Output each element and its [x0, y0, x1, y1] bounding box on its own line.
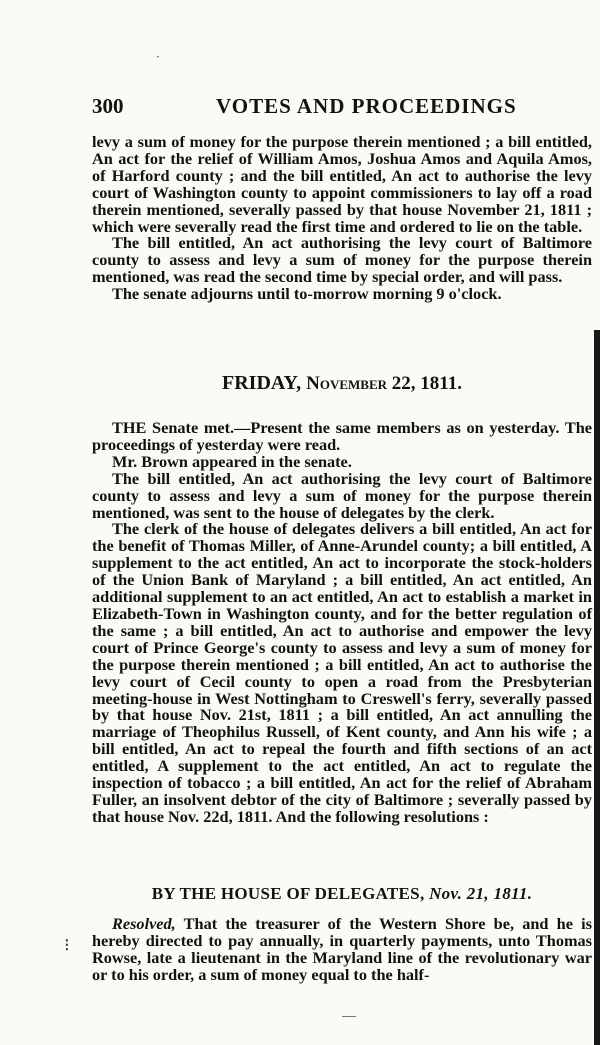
bill-sent-paragraph: The bill entitled, An act authorising the levy court of Baltimore county to assess and levy a sum of money for the purpose therein mentioned, was sent to the house of delegates by the clerk.: [92, 468, 592, 522]
resolution-paragraph: [92, 916, 592, 984]
friday-proceedings: [92, 420, 592, 826]
footer-rule: [342, 1016, 356, 1017]
friday-day: FRIDAY,: [222, 372, 302, 394]
delegates-date: Nov. 21, 1811.: [429, 884, 533, 903]
adjournment-paragraph: The senate adjourns until to-morrow morning 9 o'clock.: [112, 284, 502, 304]
page-edge-shadow: [594, 330, 600, 1045]
page-number: 300: [92, 94, 124, 118]
brown-paragraph: Mr. Brown appeared in the senate.: [112, 451, 352, 471]
friday-heading: [92, 372, 592, 395]
clerk-delivers-paragraph: The clerk of the house of delegates delivers a bill entitled, An act for the benefit of Thomas Miller, of Anne-Arundel county; a bill entitled, A supplement to the act entitled, An act to incorporate the stock-holders of the Union Bank of Maryland ; a bill entitled, An act entitled, An additional supplement to an act entitled, An act to establish a market in Elizabeth-Town in Washington county, and for the better regulation of the same ; a bill entitled, An act to authorise and empower the levy court of Prince George's county to assess and levy a sum of money for the purpose therein mentioned ; a bill entitled, An act to authorise the levy court of Cecil county to open a road from the Presbyterian meeting-house in West Nottingham to Creswell's ferry, severally passed by that house Nov. 21st, 1811 ; a bill entitled, An act annulling the marriage of Theophilus Russell, of Kent county, and Ann his wife ; a bill entitled, An act to repeal the fourth and fifth sections of an act entitled, A supplement to the act entitled, An act to regulate the inspection of tobacco ; a bill entitled, An act for the relief of Abraham Fuller, an insolvent debtor of the city of Baltimore ; severally passed by that house Nov. 22d, 1811. And the following resolutions :: [92, 519, 592, 826]
continuation-text: [92, 134, 592, 303]
delegates-heading: [92, 884, 592, 904]
friday-date: November 22, 1811.: [306, 373, 462, 394]
senate-met-paragraph: THE Senate met.—Present the same members as on yesterday. The proceedings of yesterday were read.: [92, 418, 592, 454]
continuation-paragraph: levy a sum of money for the purpose therein mentioned ; a bill entitled, An act for the relief of William Amos, Joshua Amos and Aquila Amos, of Harford county ; and the bill entitled, An act to authorise the levy court of Washington county to appoint commissioners to lay off a road therein mentioned, severally passed by that house November 21, 1811 ; which were severally read the first time and ordered to lie on the table.: [92, 132, 592, 236]
resolution-text: [92, 916, 592, 984]
baltimore-bill-paragraph: The bill entitled, An act authorising the levy court of Baltimore county to assess and levy a sum of money for the purpose therein mentioned, was read the second time by special order, and will pass.: [92, 233, 592, 287]
running-head: VOTES AND PROCEEDINGS: [216, 94, 517, 118]
resolution-body: That the treasurer of the Western Shore be, and he is hereby directed to pay annually, in quarterly payments, unto Thomas Rowse, late a lieutenant in the Maryland line of the revolutionary war or to his order, a sum of money equal to the half-: [92, 914, 592, 984]
margin-bracket-mark: ⁝: [64, 935, 70, 956]
delegates-heading-text: BY THE HOUSE OF DELEGATES,: [151, 884, 425, 903]
stray-mark: ·: [156, 50, 160, 64]
resolved-word: Resolved,: [112, 914, 176, 933]
